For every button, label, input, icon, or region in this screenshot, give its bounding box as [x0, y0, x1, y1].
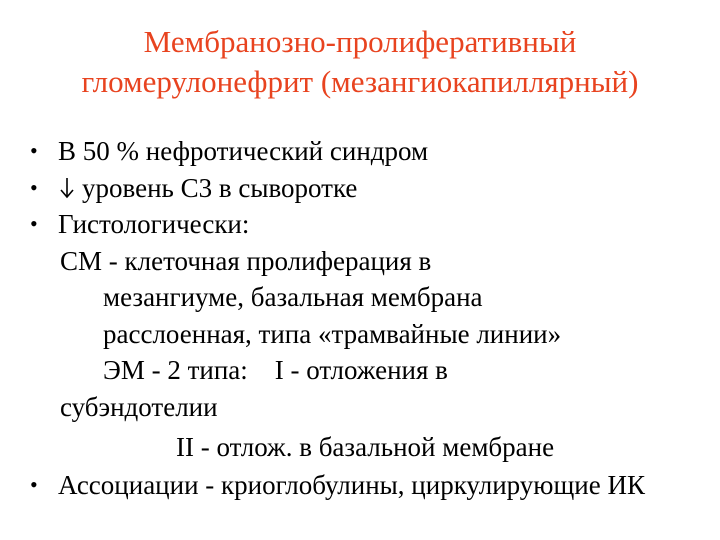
bullet-icon: •: [30, 471, 38, 497]
bullet-text: Ассоциации - криоглобулины, циркулирующие ИК: [58, 469, 645, 500]
bullet-icon: •: [30, 138, 38, 163]
title-line-2: гломерулонефрит (мезангиокапиллярный): [81, 64, 639, 99]
histology-text: СМ - клеточная пролиферация в: [60, 245, 432, 276]
bullet-icon: •: [30, 211, 38, 236]
slide-body: [0, 133, 720, 503]
bullet-text: В 50 % нефротический синдром: [58, 136, 429, 166]
histology-text: ЭМ - 2 типа: I - отложения в: [103, 355, 448, 385]
bullet-text: уровень С3 в сыворотке: [82, 172, 358, 203]
list-item: [0, 133, 720, 170]
down-arrow-icon: [58, 176, 76, 200]
slide-title: [0, 22, 720, 102]
title-line-1: Мембранозно-пролиферативный: [143, 24, 577, 59]
histology-text: расслоенная, типа «трамвайные линии»: [103, 318, 562, 349]
histology-text: мезангиуме, базальная мембрана: [103, 282, 483, 312]
list-item: [0, 206, 720, 243]
histology-text: субэндотелии: [60, 391, 218, 422]
bullet-icon: •: [30, 174, 38, 200]
list-item: [0, 467, 720, 504]
histology-text: II - отлож. в базальной мембране: [176, 432, 555, 462]
list-item: [0, 170, 720, 207]
bullet-text: Гистологически:: [58, 209, 250, 239]
